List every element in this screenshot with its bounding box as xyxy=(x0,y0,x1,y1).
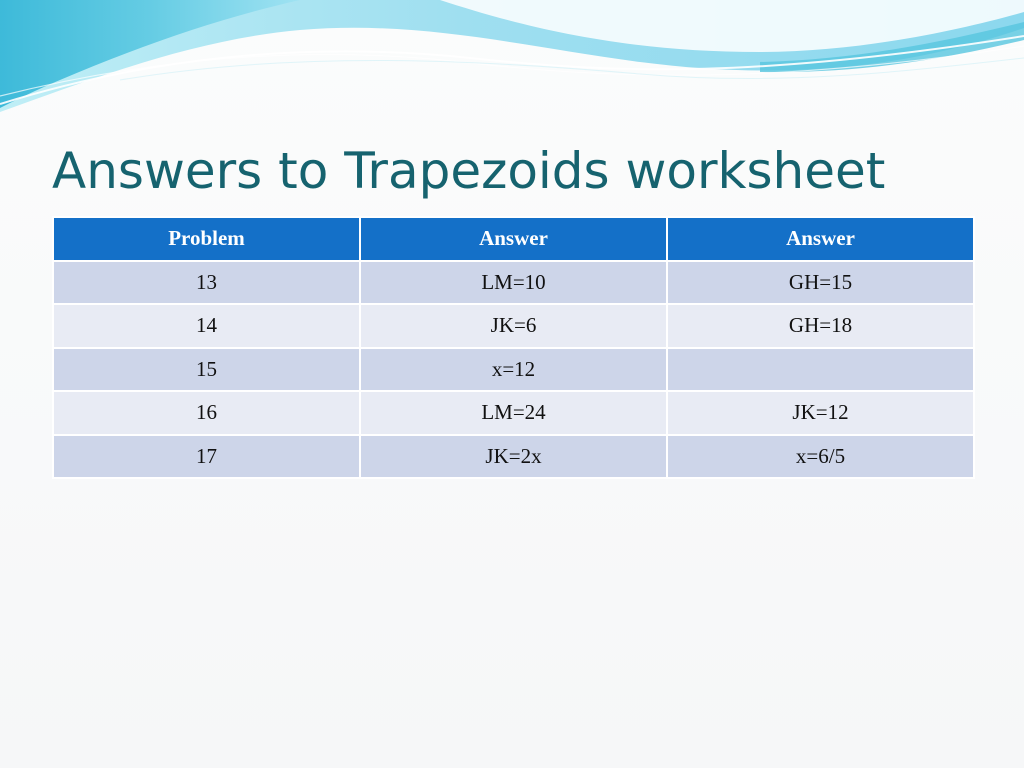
answer-cell: JK=2x xyxy=(360,435,667,479)
wave-banner-decoration xyxy=(0,0,1024,120)
problem-cell: 16 xyxy=(53,391,360,435)
header-answer-1: Answer xyxy=(360,217,667,261)
answers-table xyxy=(52,216,975,479)
table-header-row xyxy=(53,217,974,261)
header-answer-2: Answer xyxy=(667,217,974,261)
table-row xyxy=(53,261,974,305)
answer-cell: GH=15 xyxy=(667,261,974,305)
answer-cell: JK=12 xyxy=(667,391,974,435)
answer-cell: GH=18 xyxy=(667,304,974,348)
problem-cell: 14 xyxy=(53,304,360,348)
problem-cell: 15 xyxy=(53,348,360,392)
answer-cell: LM=10 xyxy=(360,261,667,305)
answer-cell: JK=6 xyxy=(360,304,667,348)
header-problem: Problem xyxy=(53,217,360,261)
answer-cell: x=6/5 xyxy=(667,435,974,479)
answer-cell: x=12 xyxy=(360,348,667,392)
answer-cell: LM=24 xyxy=(360,391,667,435)
answer-cell xyxy=(667,348,974,392)
slide-title: Answers to Trapezoids worksheet xyxy=(52,142,886,200)
problem-cell: 17 xyxy=(53,435,360,479)
table-row xyxy=(53,391,974,435)
table-row xyxy=(53,435,974,479)
problem-cell: 13 xyxy=(53,261,360,305)
table-row xyxy=(53,348,974,392)
table-row xyxy=(53,304,974,348)
